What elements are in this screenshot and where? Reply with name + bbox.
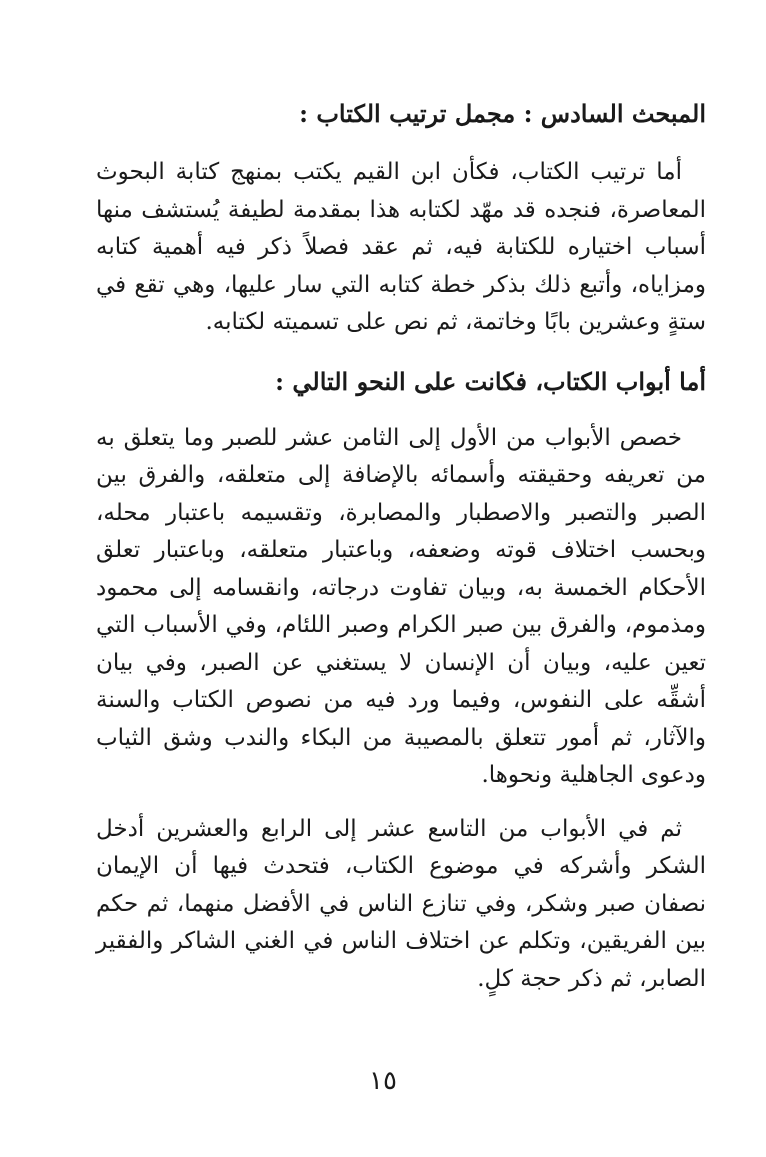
page-body	[96, 92, 706, 998]
intro-paragraph: أما ترتيب الكتاب، فكأن ابن القيم يكتب بمنهج كتابة البحوث المعاصرة، فنجده قد مهّد لكتابه هذا بمقدمة لطيفة يُستشف منها أسباب اختياره للكتابة فيه، ثم عقد فصلاً ذكر فيه أهمية كتابه ومزاياه، وأتبع ذلك بذكر خطة كتابه التي سار عليها، وهي تقع في ستةٍ وعشرين بابًا وخاتمة، ثم نص على تسميته لكتابه.	[96, 159, 706, 335]
section-heading: المبحث السادس : مجمل ترتيب الكتاب :	[299, 99, 706, 128]
page-number: ١٥	[369, 1066, 397, 1096]
chapters-paragraph-1: خصص الأبواب من الأول إلى الثامن عشر للصبر وما يتعلق به من تعريفه وحقيقته وأسمائه بالإضافة إلى متعلقه، والفرق بين الصبر والتصبر والاصطبار والمصابرة، وتقسيمه باعتبار محله، وبحسب اختلاف قوته وضعفه، وباعتبار متعلقه، وباعتبار تعلق الأحكام الخمسة به، وبيان تفاوت درجاته، وانقسامه إلى محمود ومذموم، والفرق بين صبر الكرام وصبر اللئام، وفي الأسباب التي تعين عليه، وبيان أن الإنسان لا يستغني عن الصبر، وفي بيان أشقِّه على النفوس، وفيما ورد فيه من نصوص الكتاب والسنة والآثار، ثم أمور تتعلق بالمصيبة من البكاء والندب وشق الثياب ودعوى الجاهلية ونحوها.	[96, 424, 706, 788]
chapters-heading: أما أبواب الكتاب، فكانت على النحو التالي :	[275, 366, 706, 396]
chapters-paragraph-2: ثم في الأبواب من التاسع عشر إلى الرابع والعشرين أدخل الشكر وأشركه في موضوع الكتاب، فتحدث فيها أن الإيمان نصفان صبر وشكر، وفي تنازع الناس في الأفضل منهما، ثم حكم بين الفريقين، وتكلم عن اختلاف الناس في الغني الشاكر والفقير الصابر، ثم ذكر حجة كلٍ.	[96, 815, 706, 992]
